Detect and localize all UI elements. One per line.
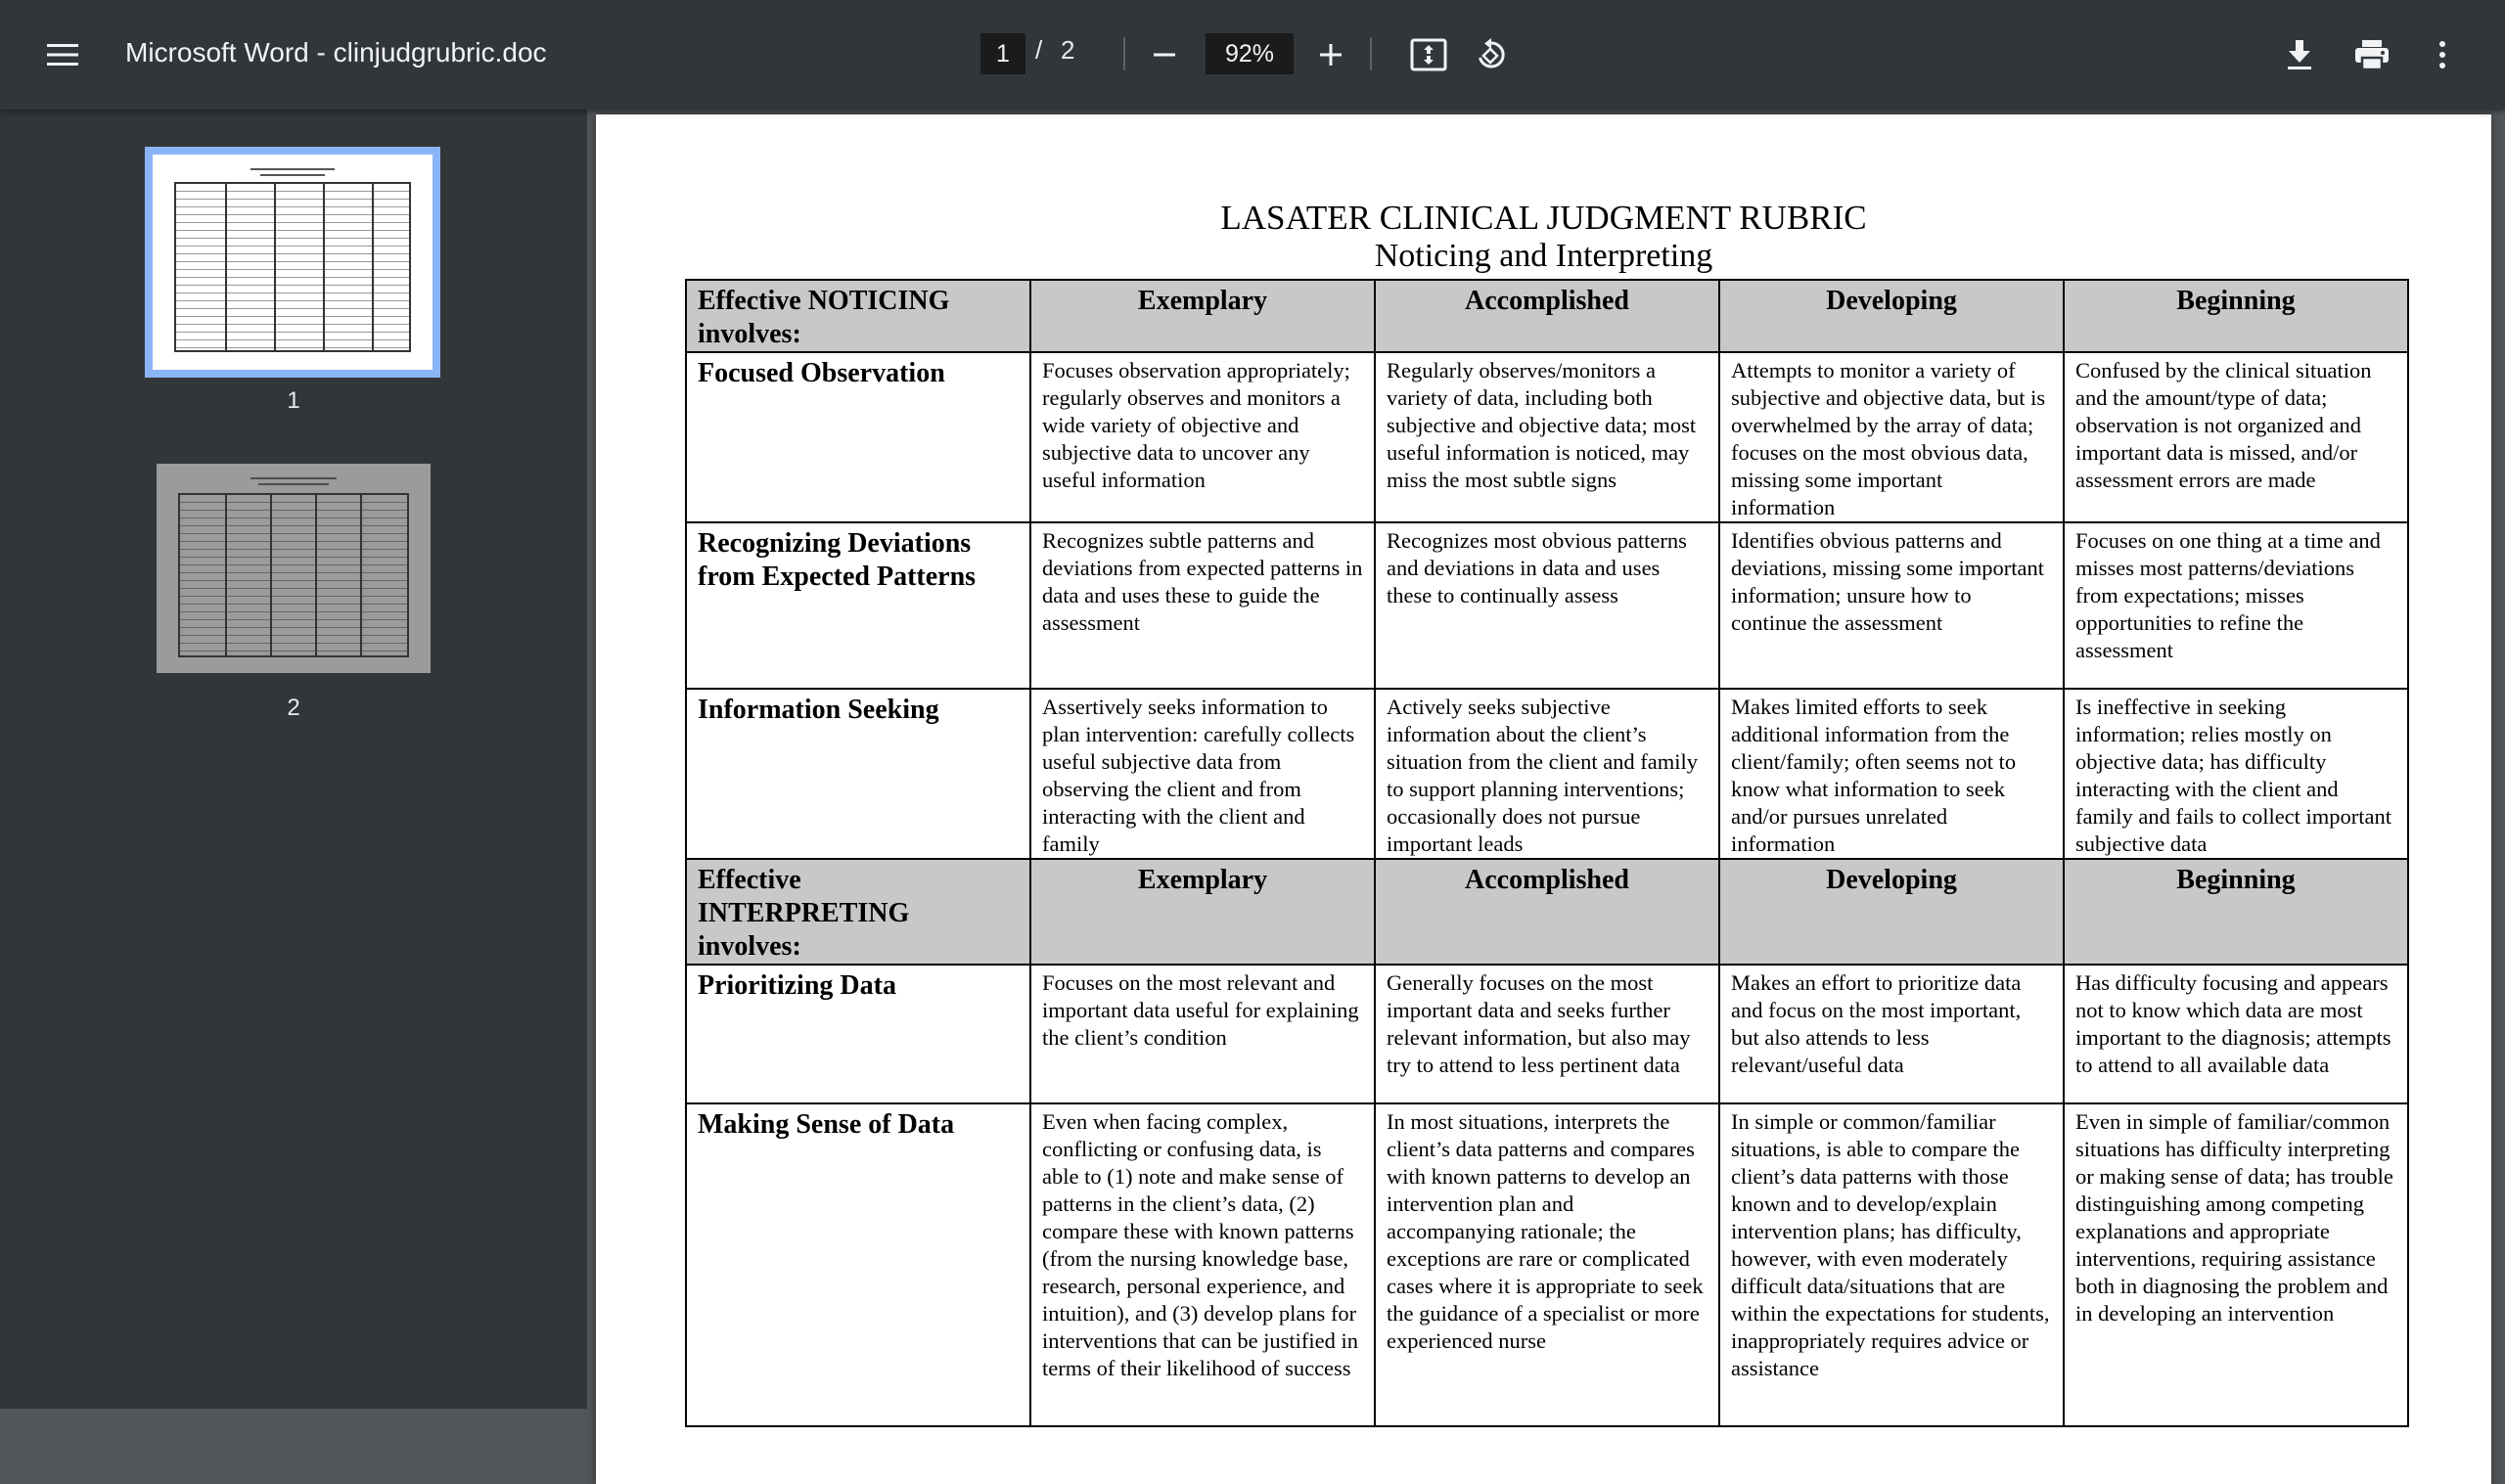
pdf-page	[596, 114, 2491, 1484]
row-label: Recognizing Deviations from Expected Patterns	[686, 522, 1030, 689]
section-header-row	[686, 859, 2408, 965]
table-cell: Makes an effort to prioritize data and focus on the most important, but also attends to less relevant/useful data	[1719, 965, 2064, 1103]
minus-icon	[1152, 42, 1177, 67]
download-button[interactable]	[2270, 27, 2329, 82]
column-header: Accomplished	[1375, 859, 1719, 965]
rubric-table	[685, 279, 2409, 1427]
toolbar-divider	[1370, 37, 1372, 70]
toolbar-divider	[1123, 37, 1125, 70]
document-title: Microsoft Word - clinjudgrubric.doc	[125, 37, 547, 67]
document-subheading: Noticing and Interpreting	[1374, 238, 1713, 274]
table-cell: Identifies obvious patterns and deviations, missing some important information; unsure how to continue the assessment	[1719, 522, 2064, 689]
column-header: Beginning	[2064, 859, 2408, 965]
page-total: 2	[1061, 35, 1075, 65]
print-button[interactable]	[2343, 27, 2401, 82]
section-header: Effective INTERPRETING involves:	[686, 859, 1030, 965]
thumbnail-label: 1	[287, 387, 300, 414]
column-header: Exemplary	[1030, 859, 1375, 965]
thumbnail-table-preview	[174, 182, 411, 352]
page-separator: /	[1035, 35, 1043, 65]
download-icon	[2285, 38, 2314, 71]
table-cell: Makes limited efforts to seek additional information from the client/family; often seems not to know what information to seek and/or pursues unrelated information	[1719, 689, 2064, 859]
table-cell: Focuses on the most relevant and important data useful for explaining the client’s condition	[1030, 965, 1375, 1103]
table-cell: Recognizes subtle patterns and deviations from expected patterns in data and uses these to guide the assessment	[1030, 522, 1375, 689]
table-cell: Even in simple of familiar/common situations has difficulty interpreting or making sense of data; has trouble distinguishing among competing explanations and appropriate interventions, requiring assistance both in diagnosing the problem and in developing an intervention	[2064, 1103, 2408, 1426]
section-header-row	[686, 280, 2408, 352]
thumbnail-sidebar	[0, 110, 587, 1409]
document-heading: LASATER CLINICAL JUDGMENT RUBRIC	[1220, 199, 1867, 237]
column-header: Exemplary	[1030, 280, 1375, 352]
hamburger-menu-icon	[46, 42, 79, 67]
thumbnail-table-preview	[178, 493, 409, 657]
row-label: Making Sense of Data	[686, 1103, 1030, 1426]
fit-to-page-button[interactable]	[1399, 27, 1458, 82]
row-label: Focused Observation	[686, 352, 1030, 522]
pdf-toolbar	[0, 0, 2505, 110]
zoom-out-button[interactable]	[1135, 30, 1194, 79]
rotate-button[interactable]	[1462, 27, 1521, 82]
table-row	[686, 965, 2408, 1103]
plus-icon	[1318, 42, 1344, 67]
table-cell: Recognizes most obvious patterns and deviations in data and uses these to continually assess	[1375, 522, 1719, 689]
table-cell: Focuses observation appropriately; regularly observes and monitors a wide variety of objective and subjective data to uncover any useful information	[1030, 352, 1375, 522]
table-cell: Generally focuses on the most important data and seeks further relevant information, but also may try to attend to less pertinent data	[1375, 965, 1719, 1103]
table-row	[686, 689, 2408, 859]
column-header: Developing	[1719, 280, 2064, 352]
thumbnail-label: 2	[287, 695, 300, 721]
table-cell: Assertively seeks information to plan intervention: carefully collects useful subjective data from observing the client and from interacting with the client and family	[1030, 689, 1375, 859]
row-label: Prioritizing Data	[686, 965, 1030, 1103]
rotate-counterclockwise-icon	[1474, 37, 1509, 72]
table-cell: Has difficulty focusing and appears not to know which data are most important to the diagnosis; attempts to attend to all available data	[2064, 965, 2408, 1103]
table-cell: Confused by the clinical situation and the amount/type of data; observation is not organized and important data is missed, and/or assessment errors are made	[2064, 352, 2408, 522]
table-cell: Even when facing complex, conflicting or confusing data, is able to (1) note and make sense of patterns in the client’s data, (2) compare these with known patterns (from the nursing knowledge base, research, personal experience, and intuition), and (3) develop plans for interventions that can be justified in terms of their likelihood of success	[1030, 1103, 1375, 1426]
table-cell: Actively seeks subjective information about the client’s situation from the client and family to support planning interventions; occasionally does not pursue important leads	[1375, 689, 1719, 859]
printer-icon	[2353, 38, 2391, 71]
table-cell: Attempts to monitor a variety of subjective and objective data, but is overwhelmed by the array of data; focuses on the most obvious data, missing some important information	[1719, 352, 2064, 522]
fit-page-icon	[1410, 38, 1447, 71]
section-header: Effective NOTICING involves:	[686, 280, 1030, 352]
more-actions-button[interactable]	[2413, 27, 2472, 82]
table-cell: In simple or common/familiar situations, is able to compare the client’s data patterns with those known and to develop/explain intervention plans; has difficulty, however, with even moderately difficult data/situations that are within the expectations for students, inappropriately requires advice or assistance	[1719, 1103, 2064, 1426]
row-label: Information Seeking	[686, 689, 1030, 859]
page-number-input[interactable]	[980, 33, 1025, 74]
table-cell: Is ineffective in seeking information; relies mostly on objective data; has difficulty interacting with the client and family and fails to collect important subjective data	[2064, 689, 2408, 859]
page-thumbnail-2[interactable]	[157, 464, 431, 673]
column-header: Accomplished	[1375, 280, 1719, 352]
table-cell: Regularly observes/monitors a variety of data, including both subjective and objective data; most useful information is noticed, may miss the most subtle signs	[1375, 352, 1719, 522]
column-header: Developing	[1719, 859, 2064, 965]
table-cell: In most situations, interprets the client’s data patterns and compares with known patterns to develop an intervention plan and accompanying rationale; the exceptions are rare or complicated cases where it is appropriate to seek the guidance of a specialist or more experienced nurse	[1375, 1103, 1719, 1426]
menu-button[interactable]	[31, 23, 94, 86]
table-cell: Focuses on one thing at a time and misses most patterns/deviations from expectations; misses opportunities to refine the assessment	[2064, 522, 2408, 689]
table-row	[686, 1103, 2408, 1426]
zoom-in-button[interactable]	[1301, 30, 1360, 79]
table-row	[686, 522, 2408, 689]
page-thumbnail-1[interactable]	[145, 147, 440, 378]
table-row	[686, 352, 2408, 522]
zoom-level-input[interactable]	[1206, 33, 1294, 74]
column-header: Beginning	[2064, 280, 2408, 352]
more-vertical-icon	[2437, 40, 2447, 69]
